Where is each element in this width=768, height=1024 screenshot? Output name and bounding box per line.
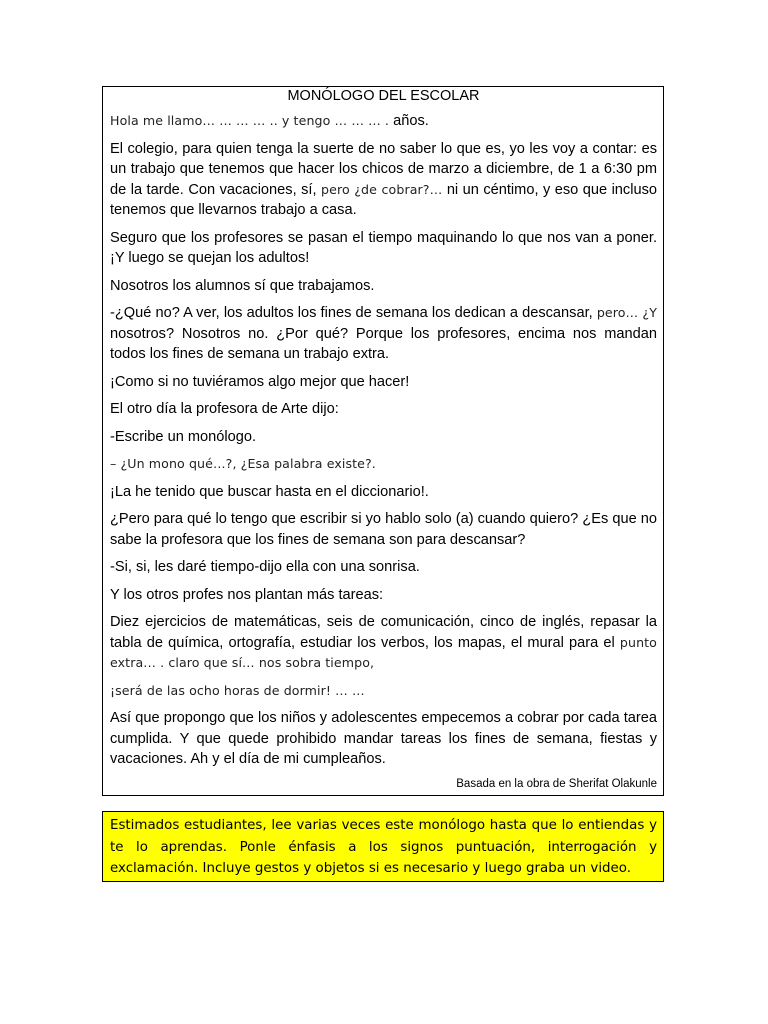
- que-no-text-1: -¿Qué no? A ver, los adultos los fines de semana los dedican a descansar,: [110, 305, 597, 321]
- diez-text-2: punto extra… . claro que sí… nos sobra tiempo,: [110, 634, 657, 670]
- paragraph-escribe: -Escribe un monólogo.: [110, 428, 257, 445]
- diez-text-1: Diez ejercicios de matemáticas, seis de comunicación, cinco de inglés, repasar la tabla de química, ortografía, estudiar los verbos, los mapas, el mural para el: [110, 614, 657, 651]
- que-no-text-2: pero… ¿Y: [596, 305, 657, 320]
- paragraph-seguro: Seguro que los profesores se pasan el tiempo maquinando lo que nos van a poner. ¡Y luego se quejan los adultos!: [110, 229, 657, 266]
- credit-line: Basada en la obra de Sherifat Olakunle: [456, 777, 657, 790]
- paragraph-otros-profes: Y los otros profes nos plantan más tareas:: [110, 586, 384, 603]
- que-no-text-3: nosotros? Nosotros no. ¿Por qué? Porque los profesores, encima nos mandan todos los fines de semana un trabajo extra.: [110, 325, 657, 362]
- monologue-box: [102, 86, 664, 796]
- intro-end: años.: [393, 113, 429, 129]
- colegio-text-3: ni un céntimo, y eso que incluso tenemos que llevarnos trabajo a casa.: [110, 181, 657, 218]
- paragraph-pero-para: ¿Pero para qué lo tengo que escribir si yo hablo solo (a) cuando quiero? ¿Es que no sabe la profesora que los fines de semana son para descansar?: [110, 511, 657, 548]
- paragraph-sera: ¡será de las ocho horas de dormir! … …: [110, 682, 365, 698]
- monologue-title: MONÓLOGO DEL ESCOLAR: [287, 88, 480, 104]
- paragraph-que-no: [110, 303, 657, 365]
- colegio-text-1: El colegio, para quien tenga la suerte de no saber lo que es, yo les voy a contar: es un trabajo que tenemos que hacer los chicos de marzo a diciembre, de 1 a 6:30 pm de la tarde. Con vacaciones, sí,: [110, 140, 657, 198]
- paragraph-colegio: [110, 139, 657, 221]
- paragraph-asi-que: Así que propongo que los niños y adolescentes empecemos a cobrar por cada tarea cumplida. Y que quede prohibido mandar tareas los fines de semana, fiestas y vacaciones. Ah y el día de mi cumpleaños.: [110, 710, 657, 767]
- instructions-box: Estimados estudiantes, lee varias veces este monólogo hasta que lo entiendas y te lo aprendas. Ponle énfasis a los signos puntuación, interrogación y exclamación. Incluye gestos y objetos si es necesario y luego graba un video.: [102, 811, 664, 882]
- paragraph-como-si: ¡Como si no tuviéramos algo mejor que hacer!: [110, 373, 410, 390]
- intro-blanks: Hola me llamo… … … … .. y tengo … … … .: [110, 113, 394, 128]
- paragraph-mono: – ¿Un mono qué…?, ¿Esa palabra existe?.: [110, 456, 376, 471]
- paragraph-diccionario: ¡La he tenido que buscar hasta en el diccionario!.: [110, 483, 429, 500]
- paragraph-nosotros: Nosotros los alumnos sí que trabajamos.: [110, 277, 375, 294]
- colegio-text-2: pero ¿de cobrar?…: [321, 181, 447, 197]
- paragraph-otro-dia: El otro día la profesora de Arte dijo:: [110, 401, 339, 417]
- paragraph-diez: [110, 612, 657, 674]
- paragraph-si-si: -Si, si, les daré tiempo-dijo ella con una sonrisa.: [110, 559, 420, 575]
- intro-line: [110, 111, 657, 132]
